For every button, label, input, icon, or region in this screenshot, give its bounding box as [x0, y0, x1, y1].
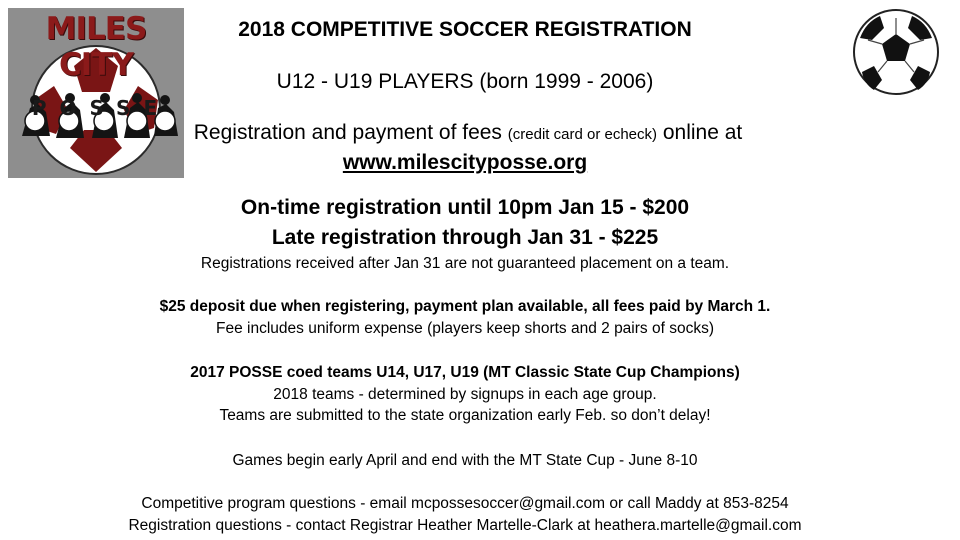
logo-posse-letters: POSSE [31, 96, 171, 120]
payment-method-note: (credit card or echeck) [507, 126, 657, 143]
payment-info [48, 121, 888, 145]
competitive-contact: Competitive program questions - email mcpossesoccer@gmail.com or call Maddy at 853-8254 [141, 495, 789, 512]
teams-submitted-note: Teams are submitted to the state organization early Feb. so don’t delay! [219, 407, 711, 424]
registration-contact: Registration questions - contact Registrar Heather Martelle-Clark at heathera.martelle@gmail.com [128, 517, 802, 534]
players-age-range: U12 - U19 PLAYERS (born 1999 - 2006) [276, 70, 654, 93]
late-registration: Late registration through Jan 31 - $225 [271, 226, 659, 249]
website-link[interactable]: www.milescityposse.org [342, 151, 588, 174]
deposit-info: $25 deposit due when registering, payment plan available, all fees paid by March 1. [159, 298, 771, 315]
teams-2017: 2017 POSSE coed teams U14, U17, U19 (MT Classic State Cup Champions) [190, 364, 740, 381]
fee-includes: Fee includes uniform expense (players keep shorts and 2 pairs of socks) [216, 320, 714, 337]
teams-2018: 2018 teams - determined by signups in each age group. [273, 386, 657, 403]
payment-lead: Registration and payment of fees [193, 121, 502, 144]
page-title: 2018 COMPETITIVE SOCCER REGISTRATION [238, 18, 692, 41]
payment-tail: online at [662, 121, 743, 144]
logo-title: MILES CITY [45, 11, 147, 83]
after-deadline-note: Registrations received after Jan 31 are not guaranteed placement on a team. [200, 255, 730, 272]
games-schedule: Games begin early April and end with the MT State Cup - June 8-10 [232, 452, 698, 469]
on-time-registration: On-time registration until 10pm Jan 15 - $200 [240, 196, 690, 219]
